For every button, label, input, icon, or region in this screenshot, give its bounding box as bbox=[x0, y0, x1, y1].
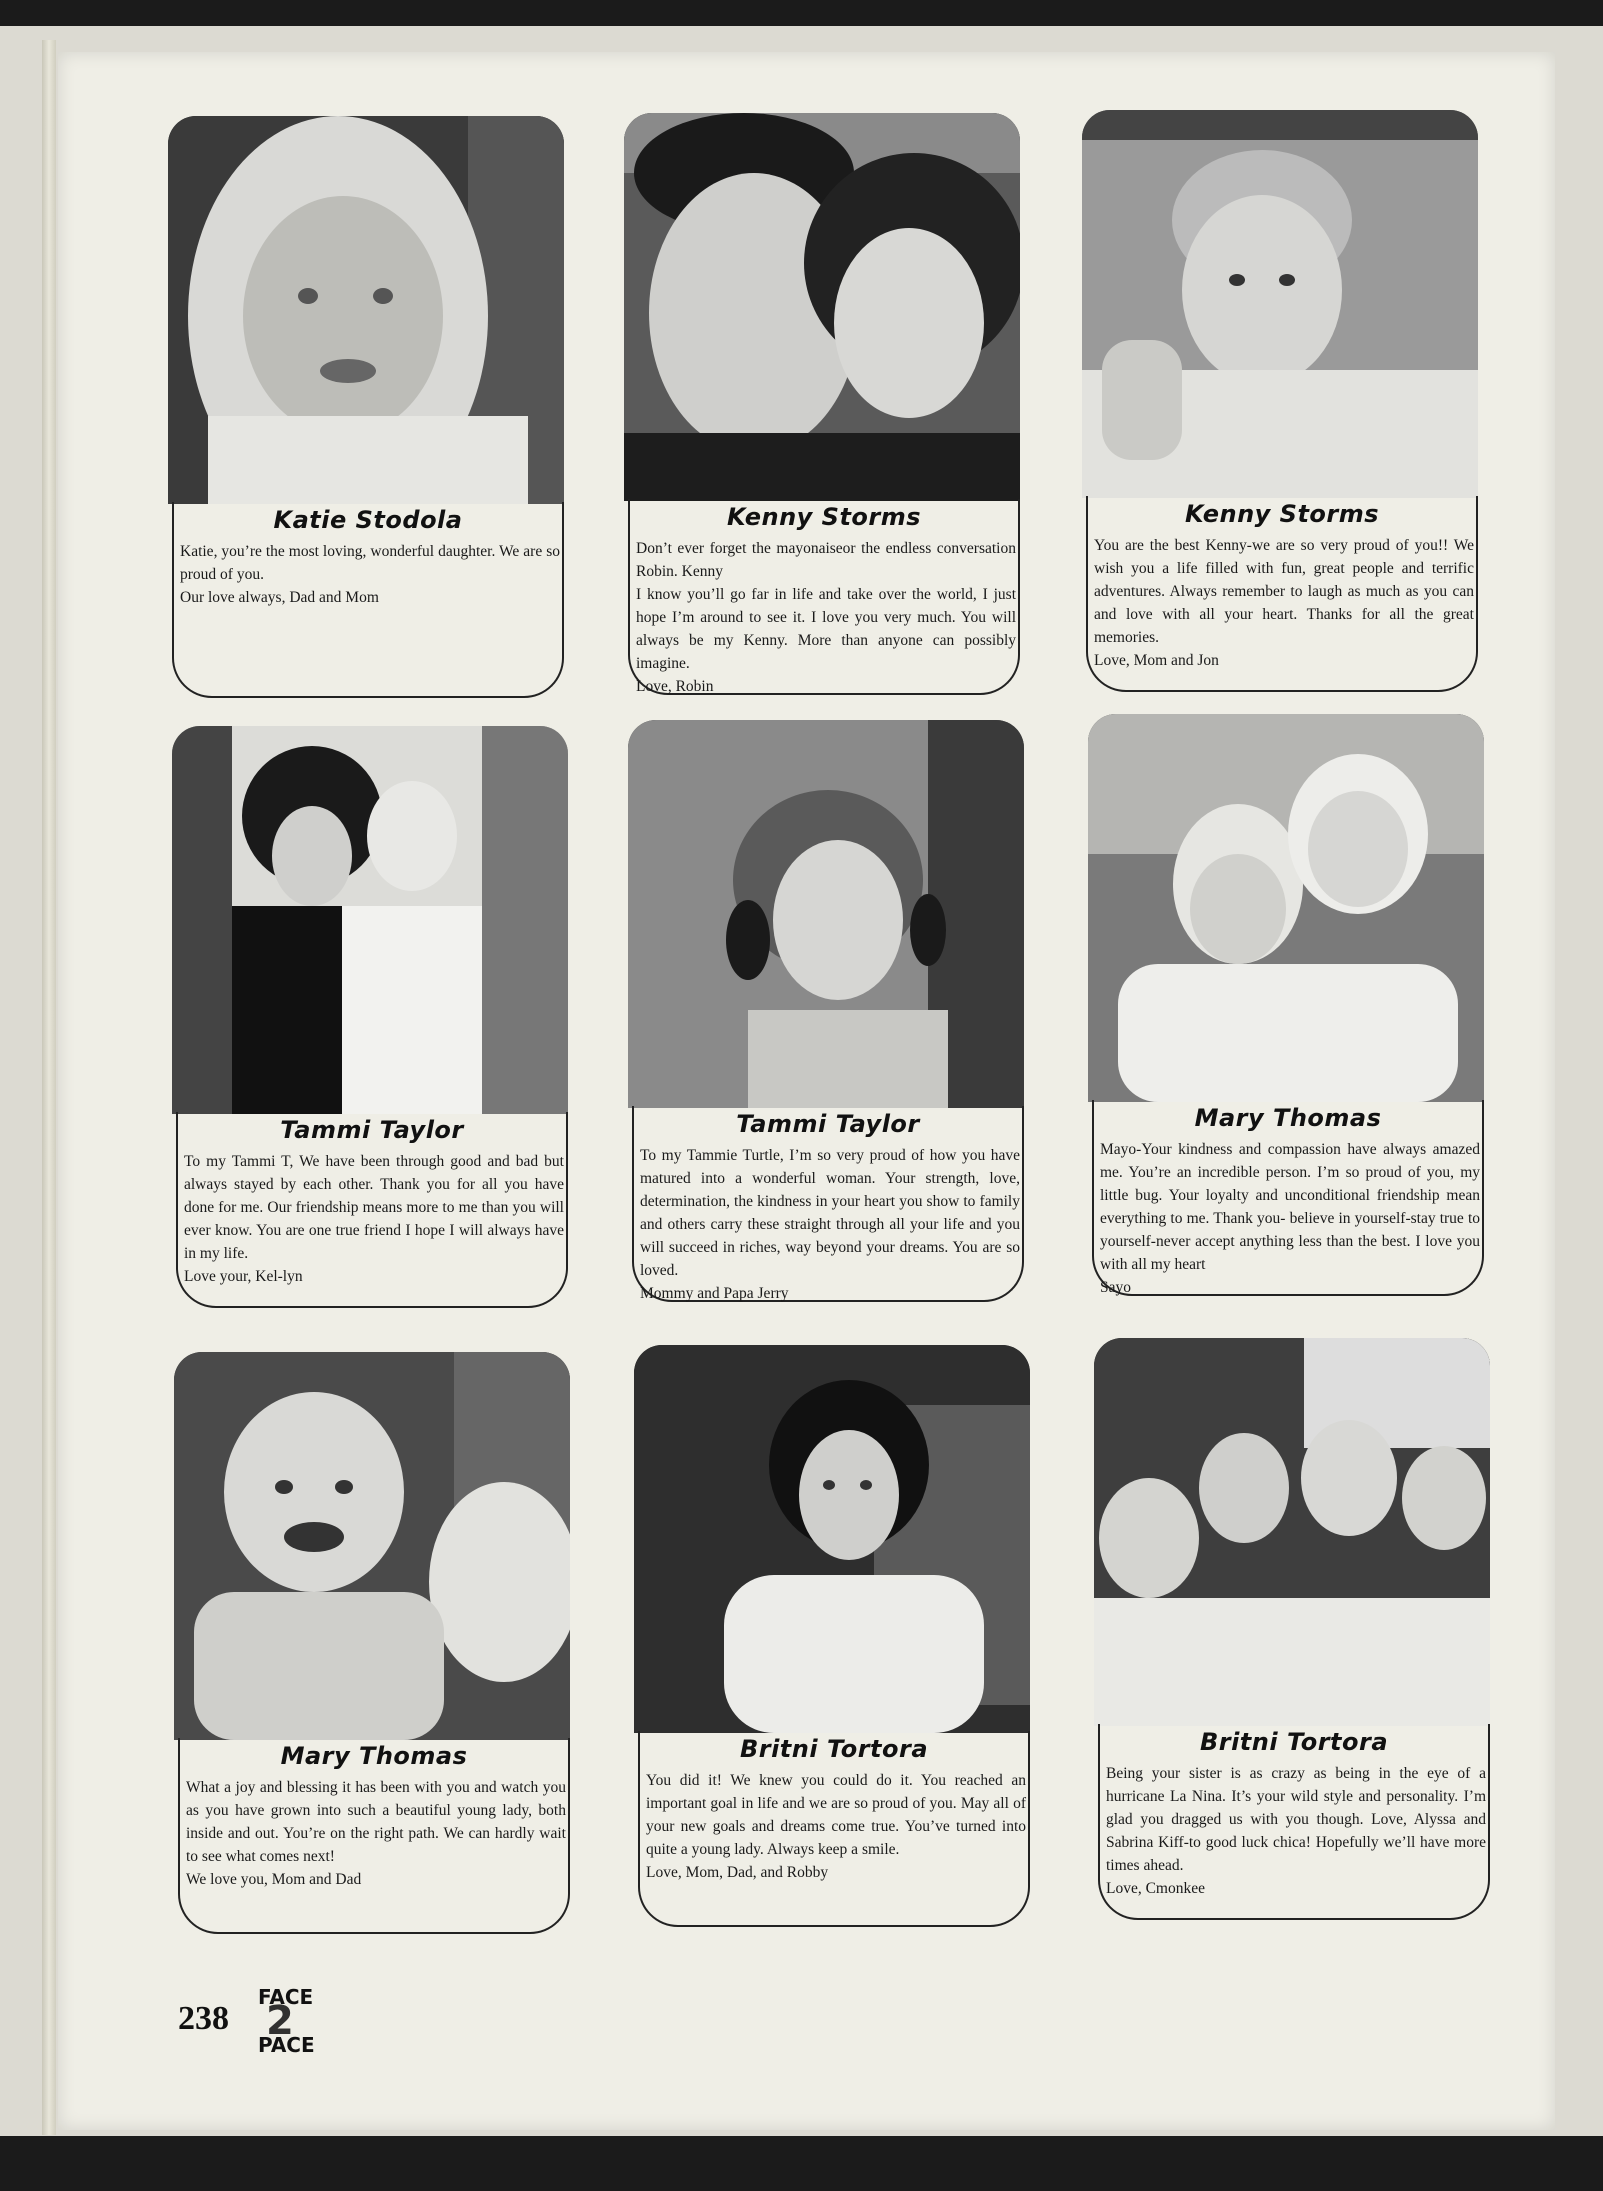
photo-four-girls bbox=[1094, 1338, 1490, 1726]
face-2-pace-logo bbox=[256, 1982, 320, 2054]
message-text: To my Tammie Turtle, I’m so very proud of how you have matured into a wonderful woman. Your strength, love, determination, the kindness in your heart you show to family and others carry these straight through all your life and you will succeed in riches, way beyond your dreams. You are so loved. Mommy and Papa Jerry bbox=[640, 1147, 1020, 1302]
logo-top-text: FACE bbox=[258, 1985, 314, 2009]
photo-child-pool bbox=[1082, 110, 1478, 498]
caption-box bbox=[178, 1738, 570, 1934]
message-text: What a joy and blessing it has been with you and watch you as you have grown into such a beautiful young lady, both inside and out. You’re on the right path. We can hardly wait to see what comes next! We love you, Mom and Dad bbox=[186, 1779, 566, 1888]
photo-baby-portrait bbox=[168, 116, 564, 504]
logo-bottom-text: PACE bbox=[258, 2033, 315, 2054]
student-name: Kenny Storms bbox=[1184, 500, 1380, 528]
student-name: Britni Tortora bbox=[1199, 1728, 1389, 1756]
logo-number: 2 bbox=[266, 1998, 294, 2044]
message-text: To my Tammi T, We have been through good and bad but always stayed by each other. Thank you for all you have done for me. Our friendship means more to me than you will ever know. You are one true friend I hope I will always have in my life. Love your, Kel-lyn bbox=[184, 1153, 564, 1285]
caption-box bbox=[628, 499, 1020, 695]
caption-box bbox=[172, 502, 564, 698]
caption-box bbox=[176, 1112, 568, 1308]
caption-box bbox=[1086, 496, 1478, 692]
student-name: Katie Stodola bbox=[273, 506, 463, 534]
message-text: You did it! We knew you could do it. You reached an important goal in life and we are so proud of you. May all of your new goals and dreams come true. You’ve turned into quite a young lady. Always keep a smile. Love, Mom, Dad, and Robby bbox=[646, 1772, 1026, 1881]
caption-box bbox=[1098, 1724, 1490, 1920]
photo-two-teens bbox=[624, 113, 1020, 501]
message-text: Being your sister is as crazy as being in the eye of a hurricane La Nina. It’s your wild style and personality. I’m glad you dragged us with you though. Love, Alyssa and Sabrina Kiff-to good luck chica! Hopefully we’ll have more times ahead. Love, Cmonkee bbox=[1106, 1765, 1486, 1897]
caption-box bbox=[632, 1106, 1024, 1302]
photo-baby-with-bear bbox=[174, 1352, 570, 1740]
student-name: Tammi Taylor bbox=[280, 1116, 464, 1144]
message-text: Don’t ever forget the mayonaiseor the endless conversation Robin. Kenny I know you’ll go far in life and take over the world, I just hope I’m around to see it. I love you very much. You will always be my Kenny. More than anyone can possibly imagine. Love, Robin bbox=[636, 540, 1016, 695]
message-text: You are the best Kenny-we are so very proud of you!! We wish you a life filled with fun, great people and terrific adventures. Always remember to laugh as much as you can and love with all your heart. Thanks for all the great memories. Love, Mom and Jon bbox=[1094, 537, 1474, 669]
message-text: Mayo-Your kindness and compassion have always amazed me. You’re an incredible person. I’m so proud of you, my little bug. Your loyalty and unconditional friendship mean everything to me. Thank you- believe in yourself-stay true to yourself-never accept anything less than the best. I love you with all my heart Sayo bbox=[1100, 1141, 1480, 1296]
caption-box bbox=[638, 1731, 1030, 1927]
photo-child-headphones bbox=[628, 720, 1024, 1108]
student-name: Tammi Taylor bbox=[736, 1110, 920, 1138]
student-name: Kenny Storms bbox=[726, 503, 922, 531]
caption-box bbox=[1092, 1100, 1484, 1296]
message-text: Katie, you’re the most loving, wonderful daughter. We are so proud of you. Our love always, Dad and Mom bbox=[180, 543, 560, 606]
photo-two-girls-formal bbox=[172, 726, 568, 1114]
photo-girl-curly-hair bbox=[634, 1345, 1030, 1733]
student-name: Mary Thomas bbox=[280, 1742, 468, 1770]
photo-two-children-hug bbox=[1088, 714, 1484, 1102]
page-number: 238 bbox=[178, 2000, 229, 2037]
book-spine bbox=[42, 40, 56, 2135]
student-name: Mary Thomas bbox=[1194, 1104, 1382, 1132]
student-name: Britni Tortora bbox=[739, 1735, 929, 1763]
